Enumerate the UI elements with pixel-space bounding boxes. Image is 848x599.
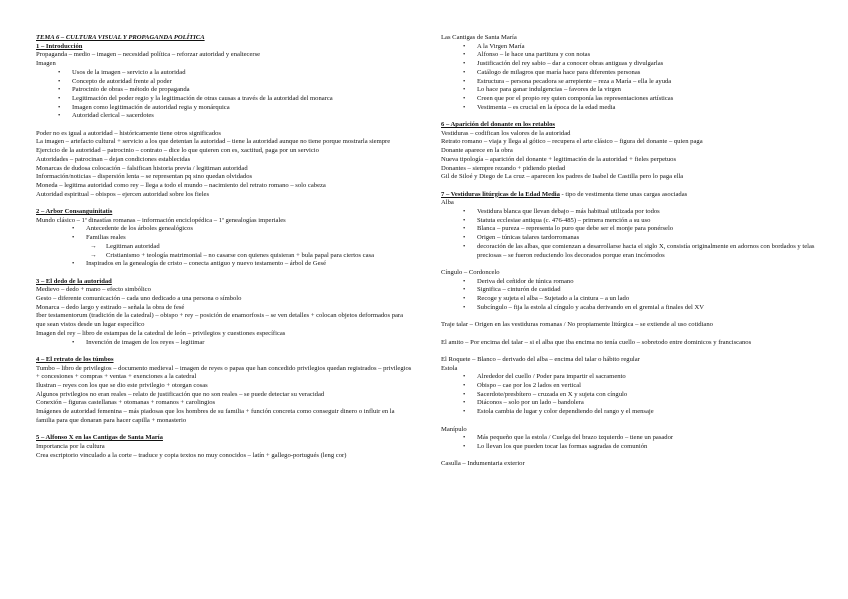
list-item: • Concepto de autoridad frente al poder: [36, 78, 414, 87]
paragraph: El Roquete – Blanco – derivado del alba – encima del talar o hábito regular: [441, 355, 640, 363]
paragraph: Conexión – figuras castellanas + otomanas + romanos + carolingios: [36, 399, 216, 407]
paragraph: Retrato romano – viaja y llega al gótico – recupera el arte clásico – figura del donante – quien paga: [441, 138, 703, 146]
section-4-heading: 4 – El retrato de los túmbos: [36, 355, 114, 363]
list-item: • A la Virgen María: [441, 43, 826, 52]
list-item: • Subcíngulo – fija la estola al cíngulo y acaba derivando en el gremial a finales del XV: [441, 304, 826, 313]
list-item: • Patrocinio de obras – método de propaganda: [36, 86, 414, 95]
bullet-list: [441, 373, 826, 417]
paragraph: Iber testamentorum (tradición de la catedral) – obispo + rey – posición de enamorfosis – se ven detalles + colocan objetos deformados para que sean vistos desde un lugar específico: [36, 312, 404, 329]
list-item: • Justificación del rey sabio – dar a conocer obras antiguas y divulgarlas: [441, 60, 826, 69]
label: Manípulo: [441, 425, 467, 433]
paragraph: Traje talar – Origen en las vestiduras romanas / No propiamente litúrgica – se extiende al uso cotidiano: [441, 321, 713, 329]
list-item: • Usos de la imagen – servicio a la autoridad: [36, 69, 414, 78]
label: Estola: [441, 364, 458, 372]
list-item: → Cristianismo + teología matrimonial – no casarse con quienes quisieran + bula papal para ciertos casa: [36, 252, 414, 261]
paragraph: Monarca – dedo largo y estirado – señala la obra de fesé: [36, 303, 185, 311]
list-item: • Deriva del ceñidor de túnica romano: [441, 278, 826, 287]
paragraph: Nueva tipología – aparición del donante + legitimación de la autoridad + fieles perpetuos: [441, 155, 677, 163]
bullet-list: [36, 260, 414, 269]
list-item: • Legitimación del poder regio y la legitimación de otras causas a través de la autoridad del monarca: [36, 95, 414, 104]
bullet-list: [36, 339, 414, 348]
paragraph: Imágenes de autoridad femenina – más piadosas que los hombres de su familia + función concreta como conseguir dinero o influir en la familia para que donaran para hacer capilla + monasterio: [36, 408, 395, 424]
section-1-heading: 1 – Introducción: [36, 42, 83, 50]
paragraph: Imagen del rey – libro de estampas de la catedral de león – privilegios y cuestiones específicas: [36, 329, 286, 337]
paragraph: Importancia por la cultura: [36, 442, 105, 450]
list-item: • Lo llevan los que pueden tocar las formas sagradas de comunión: [441, 443, 826, 452]
list-item: • Catálogo de milagros que maría hace para diferentes personas: [441, 69, 826, 78]
paragraph: Monarcas de dudosa colocación – falsifican historia previa / legitiman autoridad: [36, 164, 248, 172]
list-item: • Imagen como legitimación de autoridad regia y monárquica: [36, 104, 414, 113]
paragraph: Medievo – dedo + mano – efecto simbólico: [36, 286, 151, 294]
paragraph: Tumbo – libro de privilegios – documento medieval – imagen de reyes o papas que han concedido privilegios quedan registrados – privilegios + concesiones + compras + ventas + exenciones a la catedral: [36, 364, 412, 381]
section-7-heading: 7 – Vestiduras litúrgicas de la Edad Media: [441, 190, 560, 198]
list-item: • Statuta ecclesiae antiqua (c. 476-485) – primera mención a su uso: [441, 217, 826, 226]
label: Cíngulo – Cordoncelo: [441, 268, 500, 276]
paragraph: Información/noticias – dispersión lenta – se representan pq sino quedan olvidados: [36, 173, 253, 181]
bullet-list: [36, 225, 414, 242]
list-item: → Legitiman autoridad: [36, 243, 414, 252]
list-item: • Sacerdote/presbítero – cruzada en X y sujeta con cíngulo: [441, 391, 826, 400]
paragraph: Gil de Siloé y Diego de La cruz – aparecen los padres de Isabel de Castilla pero lo paga ella: [441, 173, 684, 181]
left-column: [36, 34, 414, 460]
list-item: • Lo hace para ganar indulgencias – favores de la virgen: [441, 86, 826, 95]
paragraph: Mundo clásico – 1ª dinastías romanas – información enciclopédica – 1ª genealogías imperiales: [36, 216, 286, 224]
paragraph: Algunos privilegios no eran reales – relato de justificación que no son reales – se puede detectar su veracidad: [36, 390, 325, 398]
section-6-heading: 6 – Aparición del donante en los retablos: [441, 121, 555, 129]
list-item: • Vestidura blanca que llevan debajo – más habitual utilizada por todos: [441, 208, 826, 217]
paragraph: Propaganda – medio – imagen – necesidad política – reforzar autoridad y enaltecerse: [36, 51, 261, 59]
section-7-heading-tail: - tipo de vestimenta tiene unas cargas asociadas: [559, 190, 688, 198]
paragraph: Vestiduras – codifican los valores de la autoridad: [441, 129, 571, 137]
paragraph: Ejercicio de la autoridad – patrocinio – contrato – dice lo que quieren con es, xactitud, paga por un servicio: [36, 147, 319, 155]
paragraph: Autoridad espiritual – obispos – ejercen autoridad sobre los fieles: [36, 190, 210, 198]
list-item: • Recoge y sujeta el alba – Sujetado a la cintura – a un lado: [441, 295, 826, 304]
label: Imagen: [36, 60, 56, 68]
list-item: • Alrededor del cuello / Poder para impartir el sacramento: [441, 373, 826, 382]
bullet-list: [36, 69, 414, 121]
paragraph: Donante aparece en la obra: [441, 147, 513, 155]
paragraph: Autoridades – patrocinan – dejan condiciones establecidas: [36, 155, 191, 163]
list-item: • Familias reales: [36, 234, 414, 243]
label: Las Cantigas de Santa María: [441, 34, 517, 41]
list-item: • Antecedente de los árboles genealógicos: [36, 225, 414, 234]
list-item: • Blanca – pureza – representa lo puro que debe ser el monje para ponérselo: [441, 225, 826, 234]
paragraph: Moneda – legitima autoridad como rey – llega a todo el mundo – nacimiento del retrato romano – solo cabeza: [36, 181, 326, 189]
bullet-list: [441, 434, 826, 451]
list-item: • Significa – cinturón de castidad: [441, 286, 826, 295]
paragraph: La imagen – artefacto cultural + servicio a los que detentan la autoridad – tiene la autoridad aunque no tiene porque mostrarla siempre: [36, 138, 391, 146]
list-item: • Inspirados en la genealogía de cristo – conecta antiguo y nuevo testamento – árbol de Gesé: [36, 260, 414, 269]
list-item: • Obispo – cae por los 2 lados en vertical: [441, 382, 826, 391]
label: Alba: [441, 199, 454, 207]
bullet-list: [441, 208, 826, 260]
list-item: • Alfonso – le hace una partitura y con notas: [441, 51, 826, 60]
bullet-list: [441, 278, 826, 313]
list-item: • Estructura – persona pecadora se arrepiente – reza a María – ella le ayuda: [441, 78, 826, 87]
bullet-list: [441, 43, 826, 113]
paragraph: Crea escriptorio vinculado a la corte – traduce y copia textos no muy conocidos – latín + gallego-portugués (leng cor): [36, 451, 347, 459]
paragraph: Poder no es igual a autoridad – históricamente tiene otros significados: [36, 129, 221, 137]
section-7-heading-line: [441, 191, 826, 200]
right-column: [441, 34, 826, 469]
list-item: • Vestimenta – es crucial en la época de la edad media: [441, 104, 826, 113]
document-title: TEMA 6 – CULTURA VISUAL Y PROPAGANDA POLÍTICA: [36, 34, 205, 41]
list-item: • Origen – túnicas talares tardorromanas: [441, 234, 826, 243]
section-3-heading: 3 – El dedo de la autoridad: [36, 277, 112, 285]
list-item: • Autoridad clerical – sacerdotes: [36, 112, 414, 121]
list-item: • Más pequeño que la estola / Cuelga del brazo izquierdo – tiene un pasador: [441, 434, 826, 443]
list-item: • Invención de imagen de los reyes – legitimar: [36, 339, 414, 348]
paragraph: Casulla – Indumentaria exterior: [441, 460, 525, 468]
list-item: • Estola cambia de lugar y color dependiendo del rango y el mensaje: [441, 408, 826, 417]
paragraph: Donantes – siempre rezando + pidiendo piedad: [441, 164, 566, 172]
paragraph: Gesto – diferente comunicación – cada uno dedicado a una persona o símbolo: [36, 295, 242, 303]
paragraph: Ilustran – reyes con los que se dio este privilegio + otorgan cosas: [36, 382, 208, 390]
list-item: • Diáconos – solo por un lado – bandolera: [441, 399, 826, 408]
section-2-heading: 2 – Arbor Consanguinitatis: [36, 208, 113, 216]
list-item: • Creen que por el propio rey quien componía las representaciones artísticas: [441, 95, 826, 104]
list-item: • decoración de las albas, que comienzan a desarrollarse hacia el siglo X, consistía originalmente en adornos con bordados y telas preciosas – se fueron reduciendo los decorados porque eran incómodos: [441, 243, 826, 260]
arrow-list: [36, 243, 414, 260]
section-5-heading: 5 – Alfonso X en las Cantigas de Santa María: [36, 434, 163, 442]
paragraph: El amito – Por encima del talar – si el alba que iba encima no tenía cuello – sobretodo entre dominicos y franciscanos: [441, 338, 752, 346]
